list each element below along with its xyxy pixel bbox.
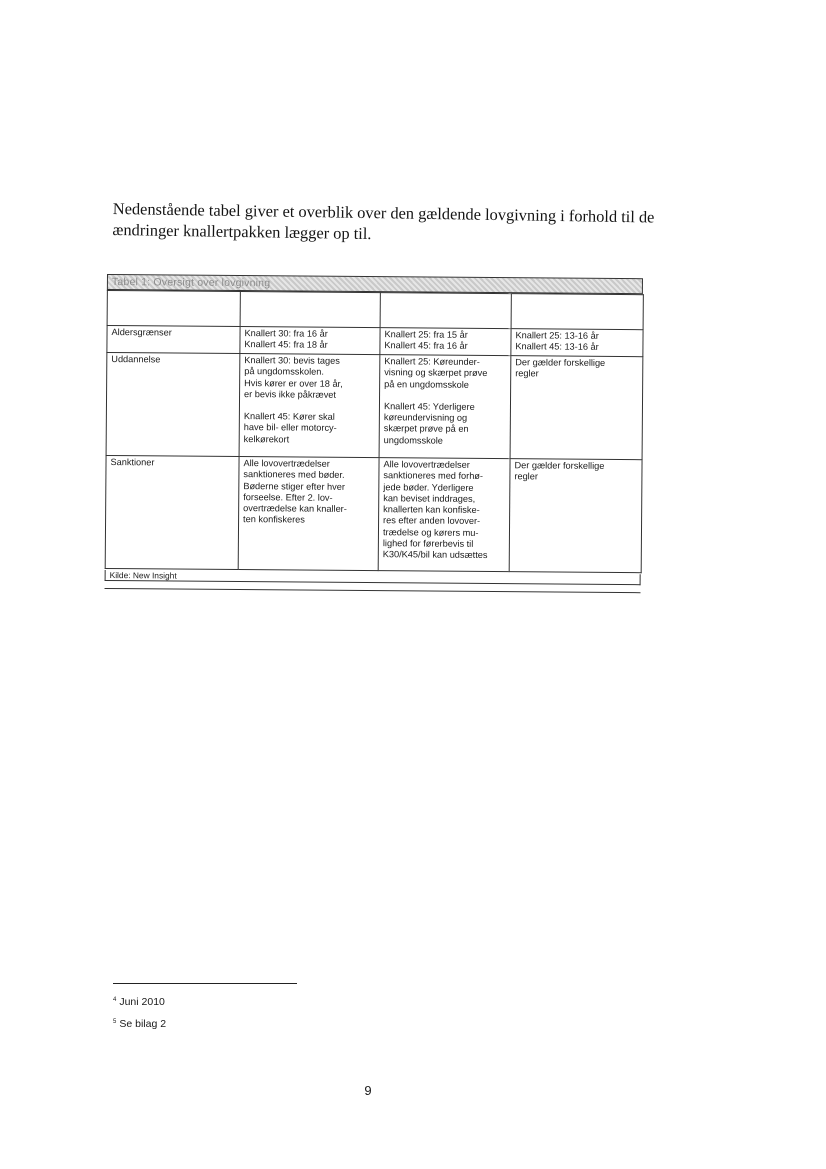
footnote-text: Juni 2010 [119, 996, 165, 1008]
cell-paragraph: Knallert 25: Køreunder- visning og skærpet prøve på en ungdomsskole [384, 356, 488, 390]
table-cell: Knallert 25: fra 15 år Knallert 45: fra 16 år [380, 328, 511, 356]
footnote-text: Se bilag 2 [119, 1018, 167, 1030]
table-grid [105, 290, 644, 573]
table-source: Kilde: New Insight [105, 570, 641, 585]
footnote-mark: 4 [113, 997, 117, 1003]
footnote-separator [113, 983, 297, 984]
table-row [106, 353, 643, 460]
table-row [105, 455, 642, 572]
cell-paragraph: Knallert 45: Yderligere køreundervisning og skærpet prøve på en ungdomsskole [383, 401, 475, 446]
table-cell: Knallert 25: 13-16 år Knallert 45: 13-16 år [511, 329, 643, 357]
table-header-cell [240, 292, 380, 328]
page-number: 9 [364, 1083, 372, 1098]
intro-paragraph [112, 198, 673, 249]
intro-line-1: Nedenstående tabel giver et overblik over den gældende lovgivning i forhold til de [112, 198, 655, 227]
footnote-mark: 5 [113, 1019, 117, 1025]
table-cell: Alle lovovertrædelser sanktioneres med forhø- jede bøder. Yderligere kan beviset inddrages, knallerten kan konfiske- res efter anden lovover- trædelse og kørers mu- lighed for førerbevis til K30/K45/bil kan udsættes [378, 458, 510, 572]
intro-line-2: ændringer knallertpakken lægger op til. [112, 219, 372, 244]
footnote [113, 1016, 166, 1031]
table-cell [379, 355, 511, 459]
table-cell: Der gælder forskellige regler [509, 459, 642, 573]
table-header-cell [511, 294, 643, 330]
table-cell: Alle lovovertrædelser sanktioneres med bøder. Bøderne stiger efter hver forseelse. Efter 2. lov- overtrædelse kan knaller- ten konfiskeres [238, 457, 379, 571]
row-label-age-limits: Aldersgrænser [107, 326, 240, 354]
legislation-table [105, 274, 643, 594]
cell-paragraph: Knallert 45: Kører skal have bil- eller motorcy- kelkørekort [243, 411, 337, 445]
table-title: Tabel 1: Oversigt over lovgivning [111, 276, 271, 290]
cell-paragraph: Knallert 30: bevis tages på ungdomsskolen. Hvis kører er over 18 år, er bevis ikke påkrævet [244, 355, 343, 400]
table-header-cell [107, 291, 240, 327]
table-cell: Der gælder forskellige regler [510, 356, 643, 460]
table-row [107, 326, 643, 357]
table-cell: Knallert 30: fra 16 år Knallert 45: fra 18 år [240, 327, 380, 355]
row-label-education: Uddannelse [106, 353, 240, 457]
table-cell [239, 354, 380, 458]
table-bottom-rule [105, 588, 641, 593]
table-header-row [107, 291, 643, 330]
footnote [113, 994, 165, 1009]
table-header-cell [380, 293, 511, 329]
row-label-sanctions: Sanktioner [105, 455, 239, 569]
